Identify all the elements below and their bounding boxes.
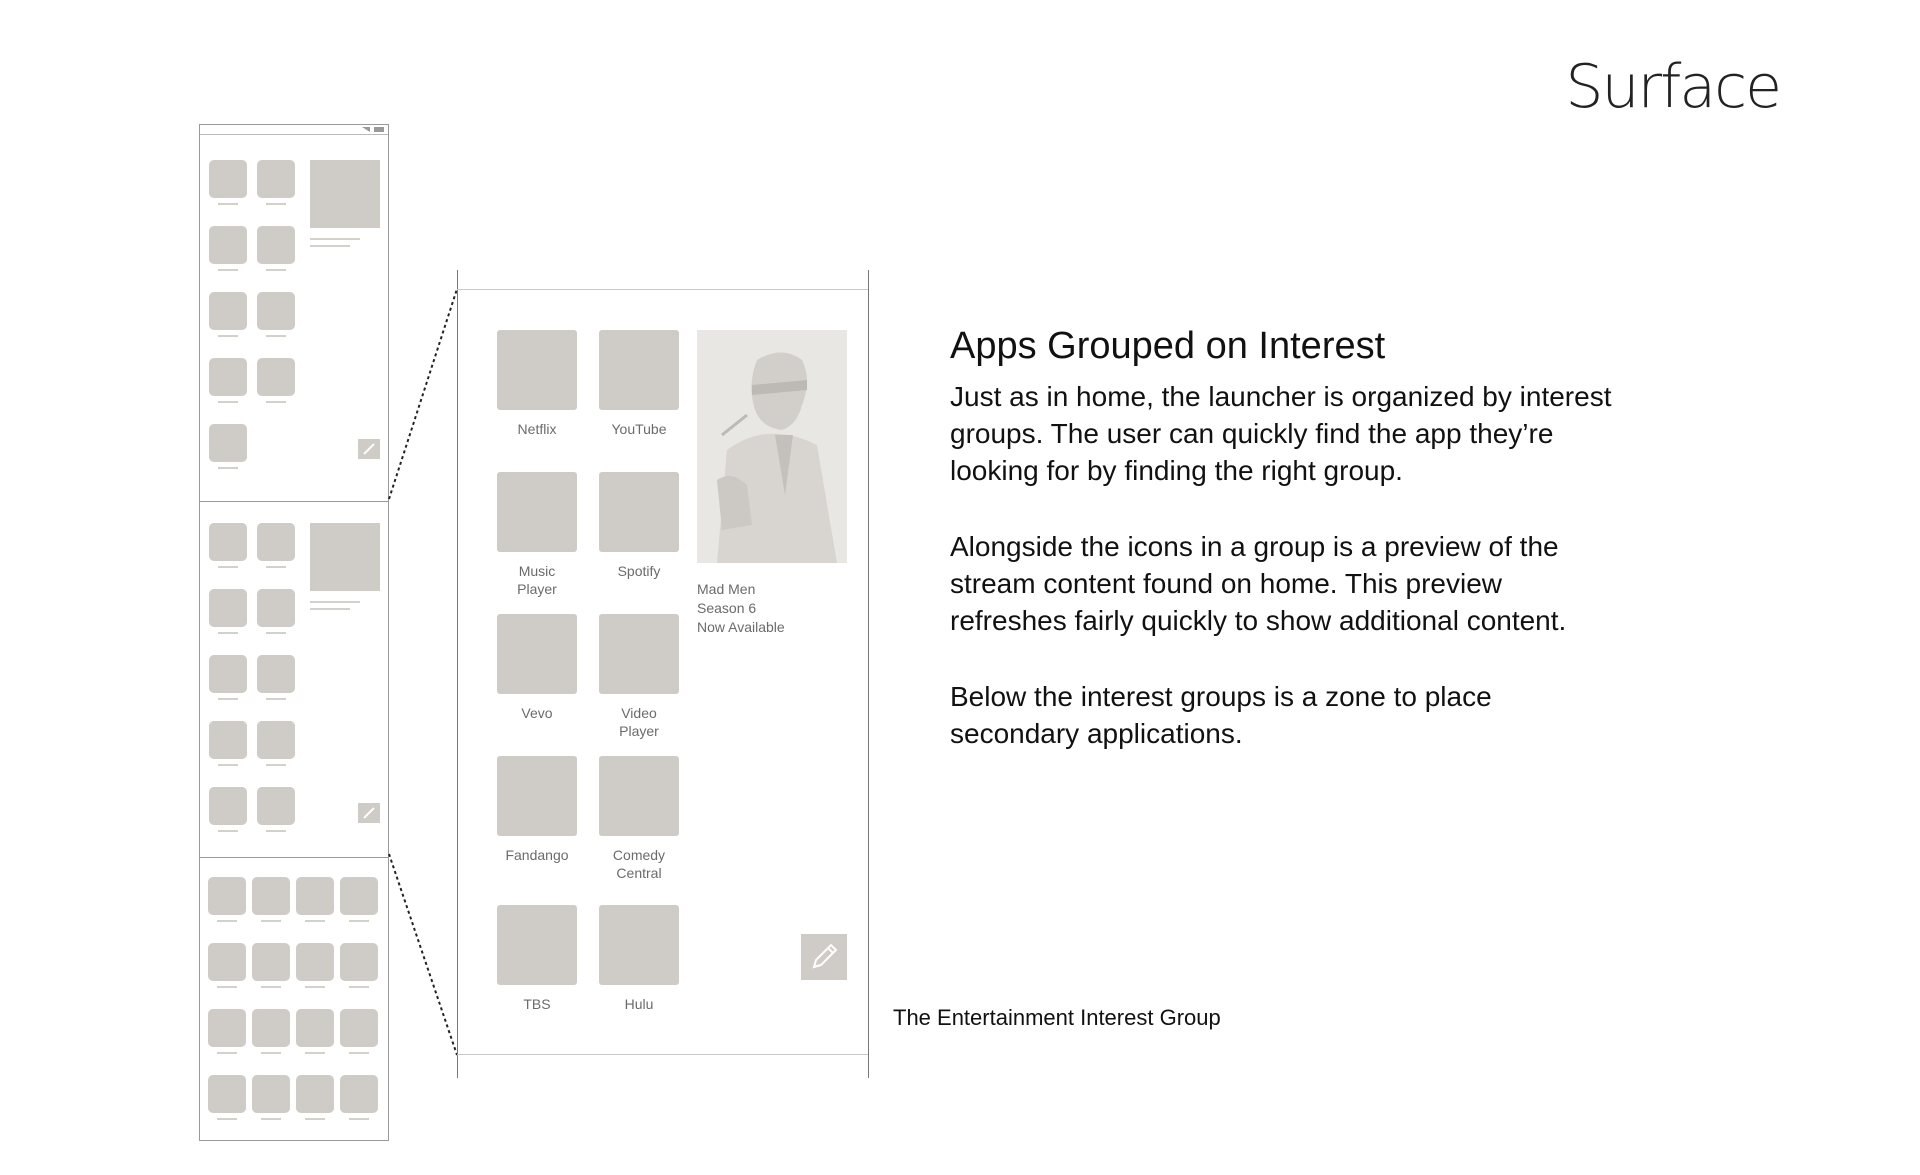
app-tile-tbs[interactable]	[497, 905, 577, 1013]
app-label: Spotify	[617, 563, 661, 579]
app-tile-spotify[interactable]	[599, 472, 679, 580]
description-paragraph-3	[950, 678, 1710, 752]
para3-line: Below the interest groups is a zone to place	[950, 681, 1492, 712]
app-label: YouTube	[611, 421, 667, 437]
preview-caption	[697, 580, 847, 637]
app-label: TBS	[523, 996, 551, 1012]
preview-title: Mad Men	[697, 581, 756, 597]
entertainment-group-panel	[457, 289, 868, 1055]
para1-line: looking for by finding the right group.	[950, 455, 1403, 486]
connector-top	[389, 289, 457, 499]
app-tile-music-player[interactable]	[497, 472, 577, 598]
video-player-icon	[599, 614, 679, 694]
app-label: Fandango	[505, 847, 569, 863]
app-tile-netflix[interactable]	[497, 330, 577, 438]
app-label: Vevo	[521, 705, 553, 721]
spotify-icon	[599, 472, 679, 552]
music-player-icon	[497, 472, 577, 552]
app-label: Hulu	[624, 996, 654, 1012]
description-paragraph-1	[950, 378, 1710, 489]
youtube-icon	[599, 330, 679, 410]
hulu-icon	[599, 905, 679, 985]
app-label: Music Player	[517, 563, 557, 597]
para2-line: stream content found on home. This preview	[950, 568, 1503, 599]
edit-group-button[interactable]	[801, 934, 847, 980]
description-paragraph-2	[950, 528, 1710, 639]
para1-line: Just as in home, the launcher is organized by interest	[950, 381, 1612, 412]
preview-status: Now Available	[697, 619, 785, 635]
app-tile-fandango[interactable]	[497, 756, 577, 864]
vevo-icon	[497, 614, 577, 694]
preview-subtitle: Season 6	[697, 600, 757, 616]
app-tile-vevo[interactable]	[497, 614, 577, 722]
preview-illustration	[697, 330, 847, 563]
section-heading: Apps Grouped on Interest	[950, 325, 1386, 367]
para1-line: groups. The user can quickly find the app they’re	[950, 418, 1554, 449]
figure-caption: The Entertainment Interest Group	[893, 1005, 1221, 1030]
fandango-icon	[497, 756, 577, 836]
pencil-icon	[801, 934, 847, 980]
app-tile-comedy-central[interactable]	[599, 756, 679, 882]
app-label: Netflix	[517, 421, 557, 437]
para2-line: Alongside the icons in a group is a preview of the	[950, 531, 1559, 562]
app-label: Comedy Central	[612, 847, 666, 881]
app-tile-hulu[interactable]	[599, 905, 679, 1013]
app-label: Video Player	[619, 705, 659, 739]
connector-bottom	[389, 854, 457, 1055]
stream-preview-image[interactable]	[697, 330, 847, 563]
panel-frame-right	[868, 270, 869, 1078]
app-tile-youtube[interactable]	[599, 330, 679, 438]
netflix-icon	[497, 330, 577, 410]
tbs-icon	[497, 905, 577, 985]
para2-line: refreshes fairly quickly to show additional content.	[950, 605, 1567, 636]
para3-line: secondary applications.	[950, 718, 1243, 749]
brand-wordmark: Surface	[1565, 52, 1780, 122]
comedy-central-icon	[599, 756, 679, 836]
app-tile-video-player[interactable]	[599, 614, 679, 740]
